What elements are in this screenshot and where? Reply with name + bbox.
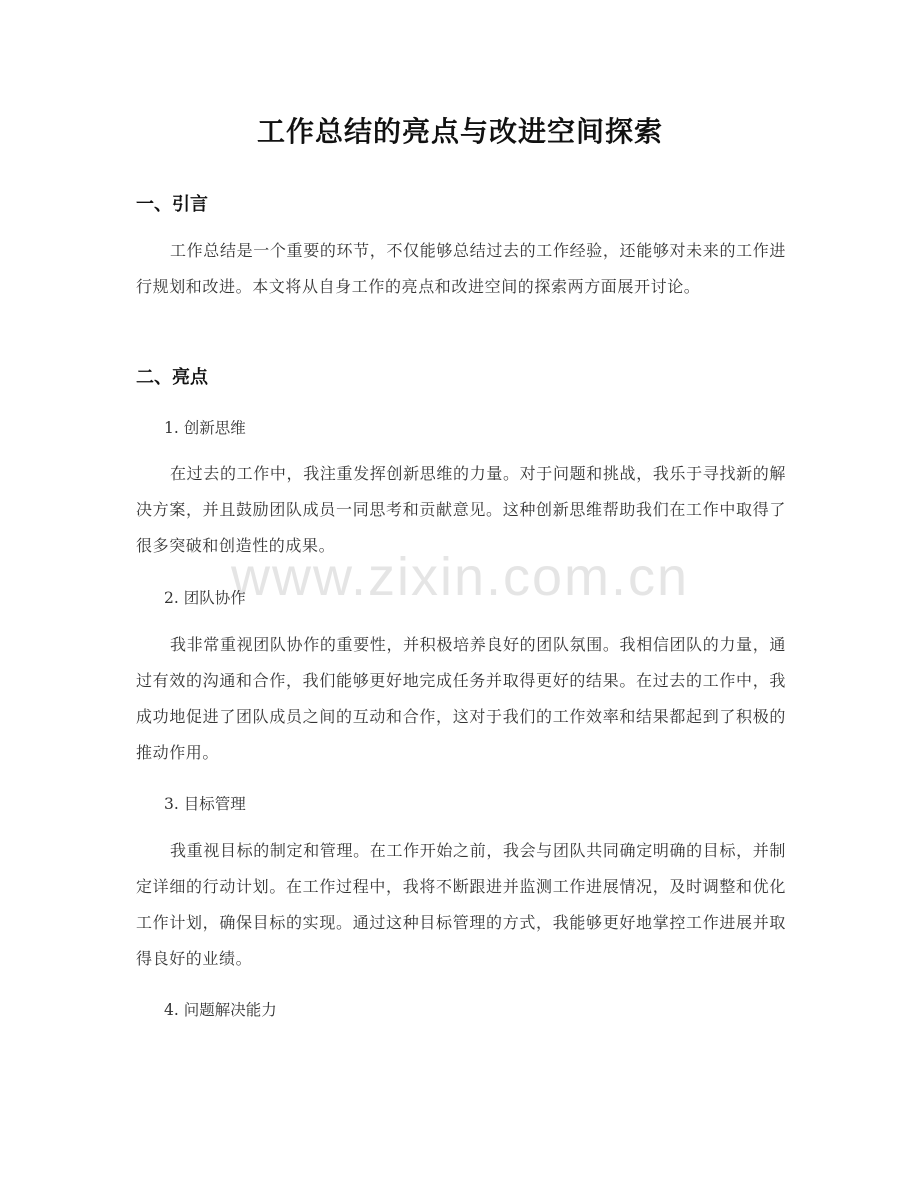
section-heading-intro: 一、引言 [136,194,208,215]
subheading-problem-solving: 4. 问题解决能力 [164,1001,277,1019]
section-heading-highlights: 二、亮点 [136,367,208,388]
subheading-teamwork: 2. 团队协作 [164,589,246,607]
paragraph-teamwork: 我非常重视团队协作的重要性，并积极培养良好的团队氛围。我相信团队的力量，通过有效的沟通和合作，我们能够更好地完成任务并取得更好的结果。在过去的工作中，我成功地促进了团队成员之间的互动和合作，这对于我们的工作效率和结果都起到了积极的推动作用。 [136,635,786,762]
page-title: 工作总结的亮点与改进空间探索 [256,115,663,148]
intro-paragraph: 工作总结是一个重要的环节，不仅能够总结过去的工作经验，还能够对未来的工作进行规划和改进。本文将从自身工作的亮点和改进空间的探索两方面展开讨论。 [136,241,786,296]
paragraph-goal-management: 我重视目标的制定和管理。在工作开始之前，我会与团队共同确定明确的目标，并制定详细的行动计划。在工作过程中，我将不断跟进并监测工作进展情况，及时调整和优化工作计划，确保目标的实现。通过这种目标管理的方式，我能够更好地掌控工作进展并取得良好的业绩。 [136,841,786,968]
watermark: www.zixin.com.cn [230,547,690,607]
paragraph-innovation: 在过去的工作中，我注重发挥创新思维的力量。对于问题和挑战，我乐于寻找新的解决方案，并且鼓励团队成员一同思考和贡献意见。这种创新思维帮助我们在工作中取得了很多突破和创造性的成果。 [136,464,786,555]
subheading-innovation: 1. 创新思维 [164,419,246,437]
subheading-goal-management: 3. 目标管理 [164,795,246,813]
